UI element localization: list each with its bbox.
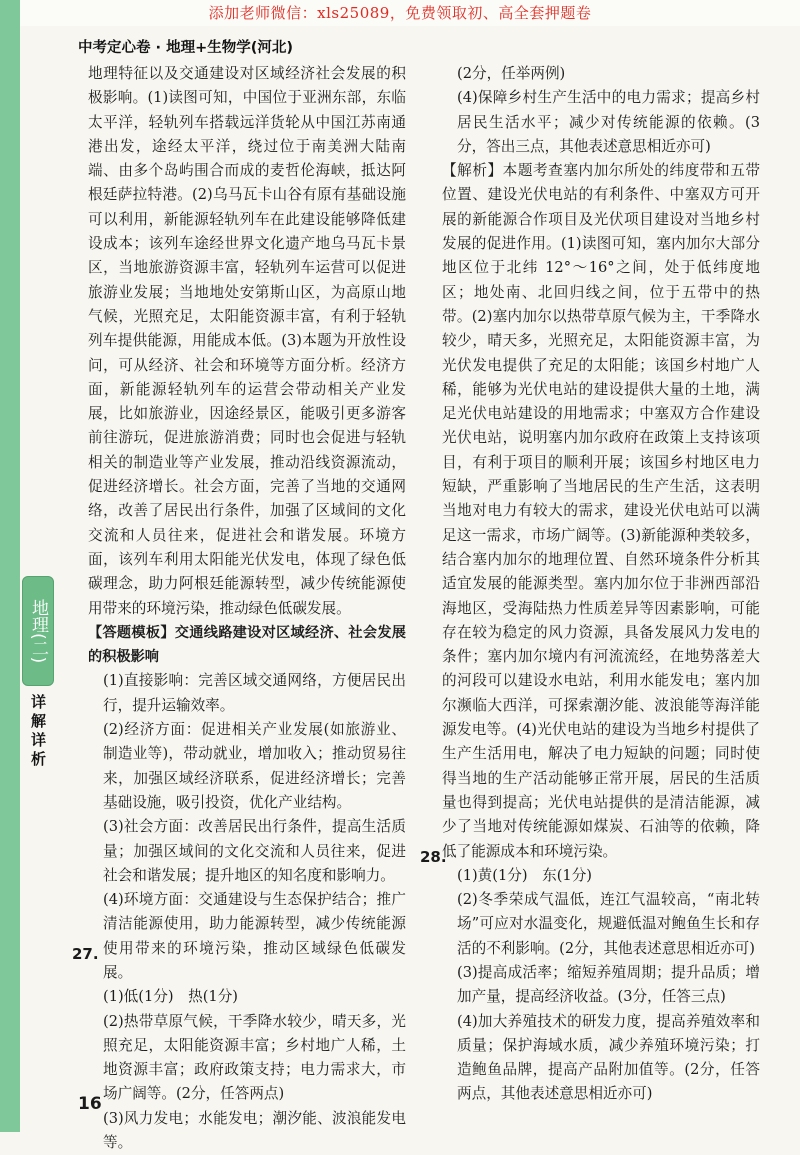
section-label: 详解详析 [29,694,47,770]
page-number: 16 [78,1094,102,1114]
q28-answer-4: (4)加大养殖技术的研发力度，提高养殖效率和质量；保护海域水质，减少养殖环境污染；打造鲍鱼品牌，提高产品附加值等。(2分，任答两点，其他表述意思相近亦可) [457,1012,760,1103]
answer-template-title: 【答题模板】交通线路建设对区域经济、社会发展的积极影响 [88,624,406,666]
watermark-banner: 添加老师微信：xls25089，免费领取初、高全套押题卷 [208,4,592,22]
template-point-3: (3)社会方面：改善居民出行条件，提高生活质量；加强区域间的文化交流和人员往来，促进社会和谐发展；提升地区的知名度和影响力。 [103,818,406,884]
q28-answer-1: (1)黄(1分) 东(1分) [457,866,592,884]
template-point-4: (4)环境方面：交通建设与生态保护结合；推广清洁能源使用，助力能源转型，减少传统能源使用带来的环境污染，推动区域绿色低碳发展。 [103,891,406,981]
subject-tab [22,576,54,686]
question-number-28: 28. [420,848,447,866]
q27-answer-1: (1)低(1分) 热(1分) [103,988,238,1006]
q27-answer-2: (2)热带草原气候，干季降水较少，晴天多，光照充足，太阳能资源丰富；乡村地广人稀，土地资源丰富；政府政策支持；电力需求大，市场广阔等。(2分，任答两点) [103,1012,406,1103]
right-column [442,62,760,1107]
subject-tab-label: 地理(二) [28,598,48,664]
q28-answer-2: (2)冬季荣成气温低，连江气温较高，“南北转场”可应对水温变化，规避低温对鲍鱼生长和存活的不利影响。(2分，其他表述意思相近亦可) [457,891,760,957]
template-point-2: (2)经济方面：促进相关产业发展(如旅游业、制造业等)，带动就业，增加收入；推动贸易往来，加强区域经济联系，促进经济增长；完善基础设施，吸引投资，优化产业结构。 [103,721,406,811]
left-column [88,62,406,1155]
template-point-1: (1)直接影响：完善区域交通网络，方便居民出行，提升运输效率。 [103,672,406,714]
q26-explanation: 地理特征以及交通建设对区域经济社会发展的积极影响。(1)读图可知，中国位于亚洲东部，东临太平洋，轻轨列车搭载远洋货轮从中国江苏南通港出发，途经太平洋，绕过位于南美洲大陆南端、由多个岛屿围合而成的麦哲伦海峡，抵达阿根廷萨拉特港。(2)乌马瓦卡山谷有原有基础设施可以利用，新能源轻轨列车在此建设能够降低建设成本；该列车途经世界文化遗产地乌马瓦卡景区，当地旅游资源丰富，轻轨列车运营可以促进旅游业发展；当地地处安第斯山区，为高原山地气候，光照充足，太阳能资源丰富，有利于轻轨列车提供能源，用能成本低。(3)本题为开放性设问，可从经济、社会和环境等方面分析。经济方面，新能源轻轨列车的运营会带动相关产业发展，比如旅游业，因途经景区，能吸引更多游客前往游玩，促进旅游消费；同时也会促进与轻轨相关的制造业等产业发展，推动沿线资源流动，促进经济增长。社会方面，完善了当地的交通网络，改善了居民出行条件，加强了区域间的文化交流和人员往来，促进社会和谐发展。环境方面，该列车利用太阳能光伏发电，体现了绿色低碳理念，助力阿根廷能源转型，减少传统能源使用带来的环境污染，推动绿色低碳发展。 [88,65,406,617]
side-color-bar [0,0,20,1132]
q27-answer-3: (3)风力发电；水能发电；潮汐能、波浪能发电等。 [103,1109,406,1152]
q27-answer-3-cont: (2分，任举两例) [457,65,566,82]
page-header-title: 中考定心卷 · 地理+生物学(河北) [78,40,294,56]
question-number-27: 27. [72,945,99,963]
q27-answer-4: (4)保障乡村生产生活中的电力需求；提高乡村居民生活水平；减少对传统能源的依赖。(3分，答出三点，其他表述意思相近亦可) [457,89,760,155]
q27-analysis: 【解析】本题考查塞内加尔所处的纬度带和五带位置、建设光伏电站的有利条件、中塞双方可开展的新能源合作项目及光伏项目建设对当地乡村发展的促进作用。(1)读图可知，塞内加尔大部分地区位于北纬 12°～16°之间，处于低纬度地区；地处南、北回归线之间，位于五带中的热带。(2)塞内加尔以热带草原气候为主，干季降水较少，晴天多，光照充足，太阳能资源丰富，为光伏发电提供了充足的太阳能；该国乡村地广人稀，能够为光伏电站的建设提供大量的土地，满足光伏电站建设的用地需求；中塞双方合作建设光伏电站，说明塞内加尔政府在政策上支持该项目，有利于项目的顺利开展；该国乡村地区电力短缺，严重影响了当地居民的生产生活，这表明当地对电力有较大的需求，建设光伏电站可以满足这一需求，市场广阔等。(3)新能源种类较多，结合塞内加尔的地理位置、自然环境条件分析其适宜发展的能源类型。塞内加尔位于非洲西部沿海地区，受海陆热力性质差异等因素影响，可能存在较为稳定的风力资源，具备发展风力发电的条件；塞内加尔境内有河流流经，在地势落差大的河段可以建设水电站，利用水能发电；塞内加尔濒临大西洋，可探索潮汐能、波浪能等海洋能源发电等。(4)光伏电站的建设为当地乡村提供了生产生活用电，解决了电力短缺的问题；同时使得当地的生产活动能够正常开展，居民的生活质量也得到提高；光伏电站提供的是清洁能源，减少了当地对传统能源如煤炭、石油等的依赖，降低了能源成本和环境污染。 [442,162,760,860]
q28-answer-3: (3)提高成活率；缩短养殖周期；提升品质；增加产量，提高经济收益。(3分，任答三点) [457,963,760,1006]
